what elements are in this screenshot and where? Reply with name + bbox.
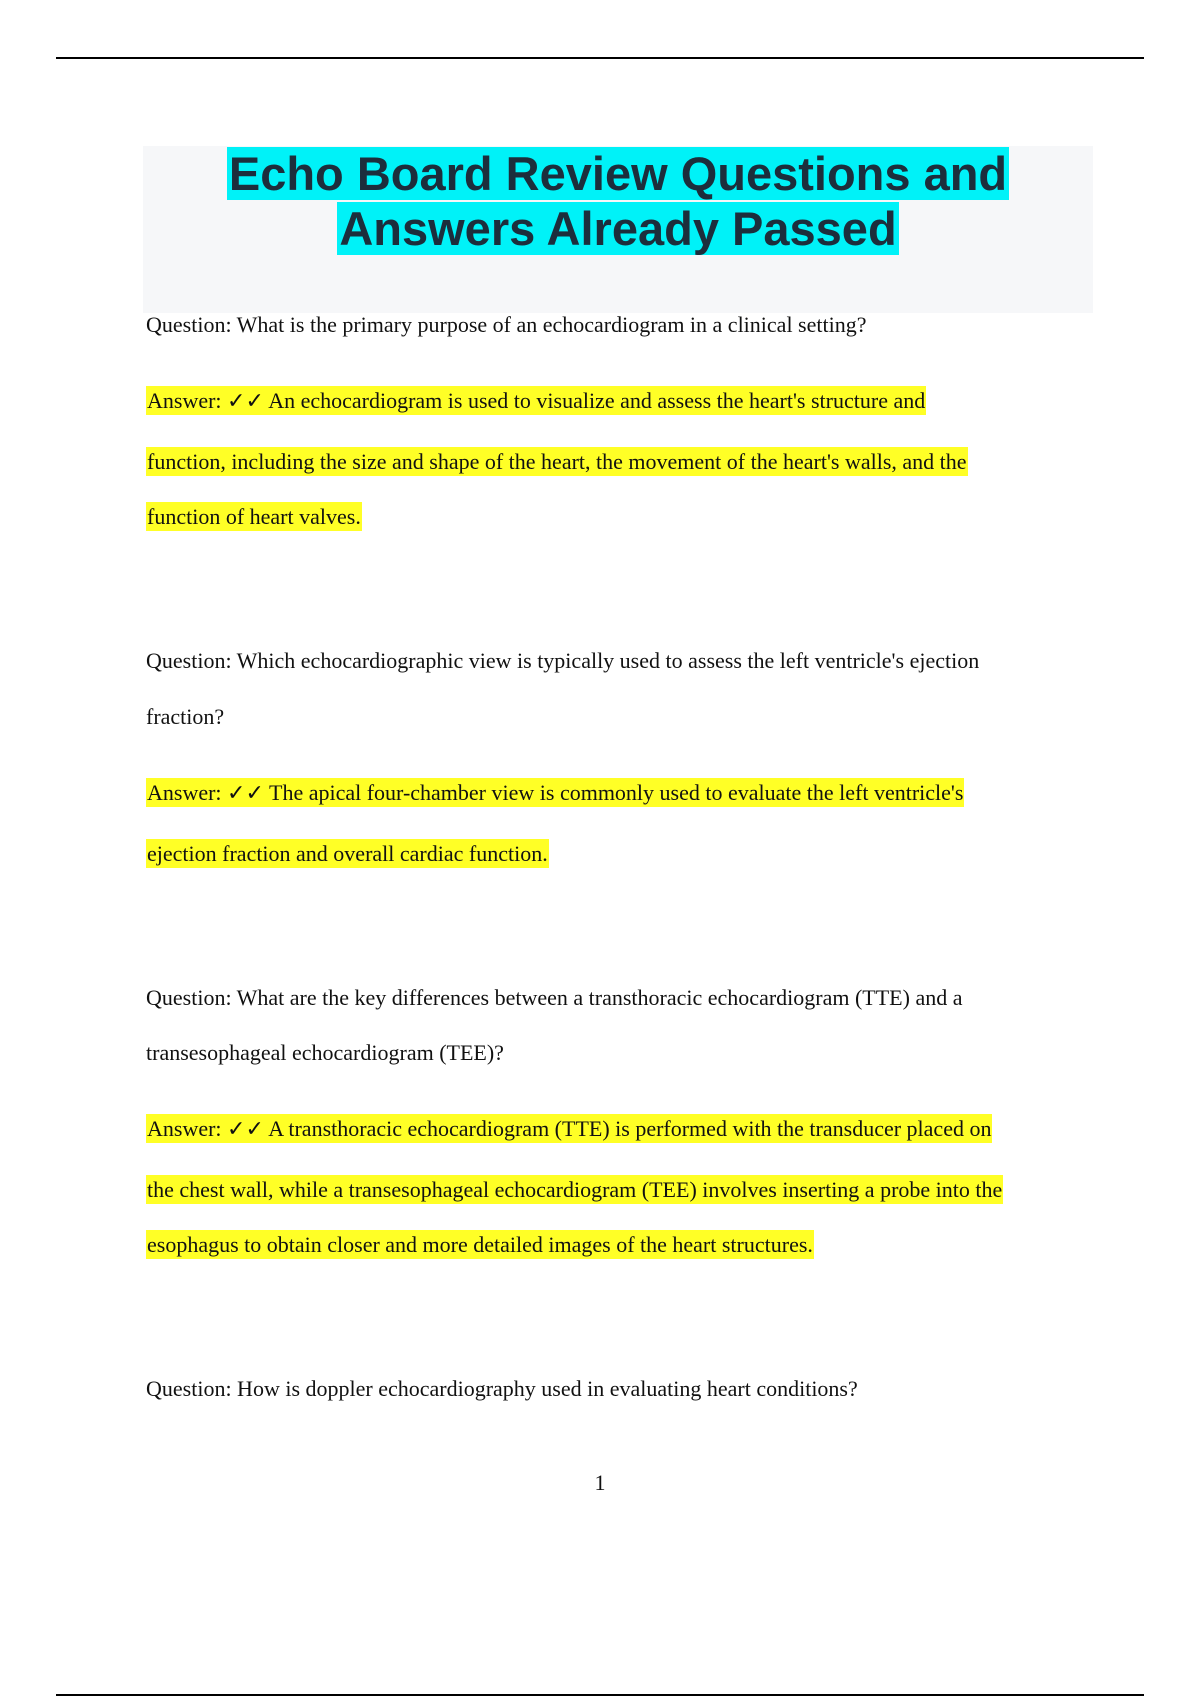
question-1-line-1: Question: What is the primary purpose of an echocardiogram in a clinical setting? xyxy=(146,312,867,337)
title-line-1: Echo Board Review Questions and xyxy=(228,147,1008,200)
answer-3-line-3: esophagus to obtain closer and more detailed images of the heart structures. xyxy=(147,1232,813,1257)
answer-1-line-1: Answer: ✓✓ An echocardiogram is used to visualize and assess the heart's structure and xyxy=(147,388,926,413)
answer-3-line-2: the chest wall, while a transesophageal echocardiogram (TEE) involves inserting a probe into the xyxy=(147,1177,1003,1202)
page-number: 1 xyxy=(594,1470,606,1495)
answer-1-line-2: function, including the size and shape of the heart, the movement of the heart's walls, and the xyxy=(147,449,967,474)
question-3-line-1: Question: What are the key differences between a transthoracic echocardiogram (TTE) and a xyxy=(146,985,963,1010)
title-banner xyxy=(143,146,1093,313)
question-3-line-2: transesophageal echocardiogram (TEE)? xyxy=(146,1040,504,1065)
question-4-line-1: Question: How is doppler echocardiography used in evaluating heart conditions? xyxy=(146,1376,858,1401)
answer-1-line-3: function of heart valves. xyxy=(147,504,361,529)
answer-2-line-2: ejection fraction and overall cardiac function. xyxy=(147,841,548,866)
answer-3-line-1: Answer: ✓✓ A transthoracic echocardiogram (TTE) is performed with the transducer placed on xyxy=(147,1116,992,1141)
top-rule xyxy=(56,57,1144,59)
answer-2-line-1: Answer: ✓✓ The apical four-chamber view is commonly used to evaluate the left ventricle's xyxy=(147,780,964,805)
question-2-line-1: Question: Which echocardiographic view is typically used to assess the left ventricle's ejection xyxy=(146,648,980,673)
title-line-2: Answers Already Passed xyxy=(339,202,897,255)
document-title xyxy=(143,146,1093,256)
question-2-line-2: fraction? xyxy=(146,704,225,729)
bottom-rule xyxy=(56,1694,1144,1696)
